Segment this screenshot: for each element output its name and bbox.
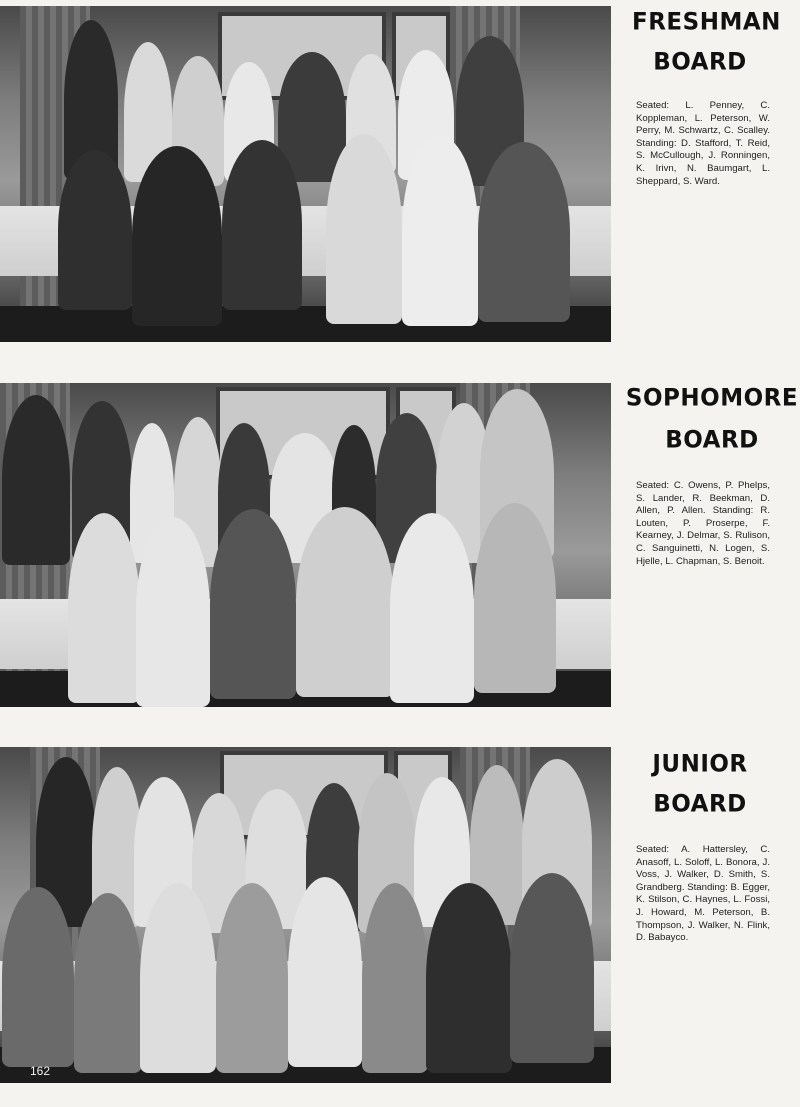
junior-board-title-line1: JUNIOR xyxy=(652,750,748,778)
junior-board-title-line2: BOARD xyxy=(653,790,747,818)
freshman-board-photo xyxy=(0,6,611,342)
sophomore-board-section xyxy=(0,380,800,710)
sophomore-board-title-line2: BOARD xyxy=(665,426,759,454)
page-number: 162 xyxy=(30,1064,51,1078)
freshman-board-title-line1: FRESHMAN xyxy=(632,8,781,36)
freshman-board-title-line2: BOARD xyxy=(653,48,747,76)
freshman-board-caption: Seated: L. Penney, C. Koppleman, L. Peterson, W. Perry, M. Schwartz, C. Scalley. Standing: D. Stafford, T. Reid, S. McCullough, J. Ronningen, K. Irivn, N. Baumgart, L. Sheppard, S. Ward. xyxy=(636,100,770,187)
freshman-board-section xyxy=(0,0,800,345)
junior-board-caption: Seated: A. Hattersley, C. Anasoff, L. Soloff, L. Bonora, J. Voss, J. Walker, D. Smith, S. Grandberg. Standing: B. Egger, K. Stilson, C. Haynes, L. Fossi, J. Howard, M. Peterson, B. Thompson, J. Walker, N. Flink, D. Babayco. xyxy=(636,844,770,944)
sophomore-board-caption: Seated: C. Owens, P. Phelps, S. Lander, R. Beekman, D. Allen, P. Allen. Standing: R. Louten, P. Proserpe, F. Kearney, J. Delmar, S. Rulison, C. Sanguinetti, N. Logen, S. Hjelle, L. Chapman, S. Benoit. xyxy=(636,480,770,567)
sophomore-board-photo xyxy=(0,383,611,707)
sophomore-board-title-line1: SOPHOMORE xyxy=(625,384,799,412)
junior-board-section xyxy=(0,744,800,1084)
junior-board-photo xyxy=(0,747,611,1083)
